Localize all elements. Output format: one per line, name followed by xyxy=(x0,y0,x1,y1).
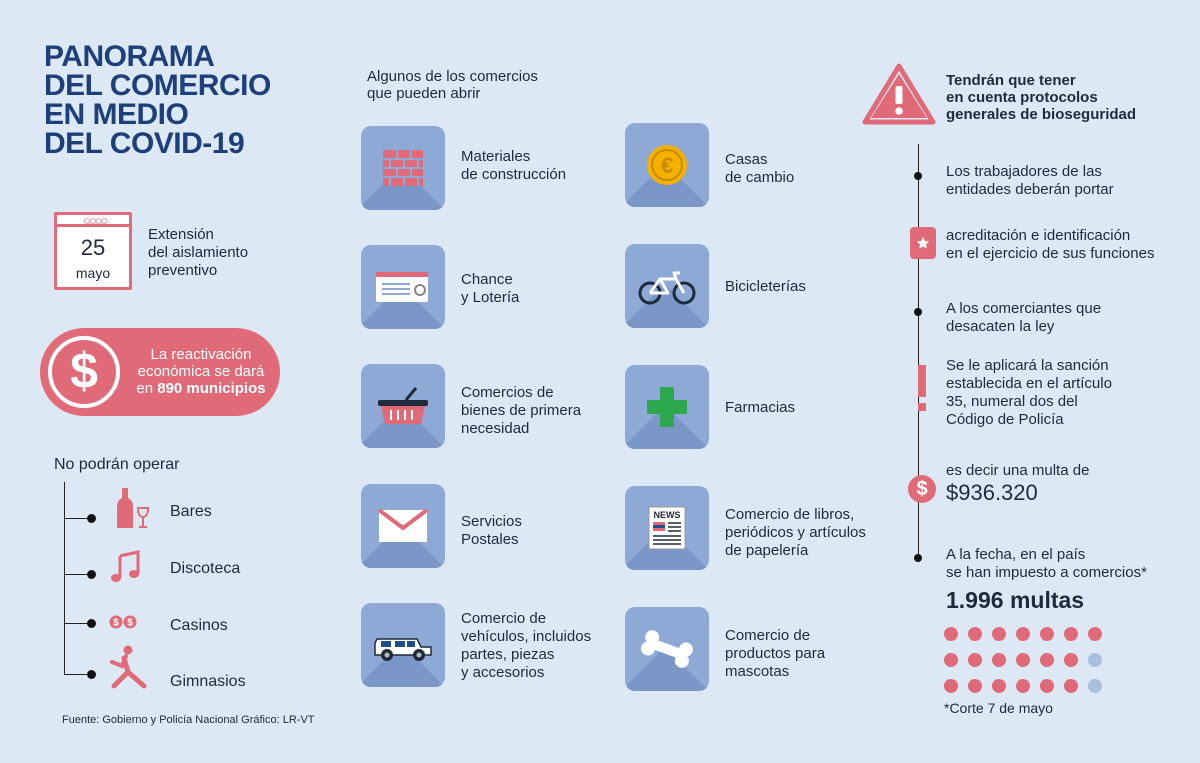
protocol-acreditacion: acreditación e identificación en el ejercicio de sus funciones xyxy=(946,227,1155,262)
wine-bottle-icon xyxy=(112,486,152,535)
multas-dot xyxy=(1040,653,1054,667)
multas-dot xyxy=(968,627,982,641)
label-vehiculos: Comercio de vehículos, incluidos partes, piezas y accesorios xyxy=(461,610,592,681)
no-operar-bares: Bares xyxy=(170,503,212,520)
calendar-rings: ○○○○ xyxy=(83,213,107,228)
dollar-coin-icon: $ xyxy=(48,336,120,408)
lottery-ticket-icon xyxy=(361,245,445,329)
protocol-comerciantes: A los comerciantes que desacaten la ley xyxy=(946,300,1102,335)
calendar-month: mayo xyxy=(75,265,111,281)
timeline-dot xyxy=(914,554,922,562)
timeline-dot xyxy=(87,670,96,679)
tile-materiales xyxy=(361,126,445,210)
protocols-heading: Tendrán que tener en cuenta protocolos generales de bioseguridad xyxy=(946,72,1137,123)
envelope-icon xyxy=(361,484,445,568)
title-line: DEL COVID-19 xyxy=(44,127,245,160)
euro-glyph: € xyxy=(660,153,674,178)
multas-dot xyxy=(968,653,982,667)
multas-dot xyxy=(1016,627,1030,641)
tile-bienes xyxy=(361,364,445,448)
dog-bone-icon xyxy=(625,607,709,691)
no-operar-gimnasios: Gimnasios xyxy=(170,673,246,690)
no-operar-heading: No podrán operar xyxy=(54,456,180,473)
timeline-dot xyxy=(87,570,96,579)
protocol-trabajadores: Los trabajadores de las entidades deberán portar xyxy=(946,163,1114,198)
label-bicicleterias: Bicicleterías xyxy=(725,278,806,295)
warning-icon xyxy=(862,62,936,131)
casino-chips-icon xyxy=(108,614,138,635)
tile-libros xyxy=(625,486,709,570)
source-footer: Fuente: Gobierno y Policía Nacional Gráfico: LR-VT xyxy=(62,714,315,726)
shopping-basket-icon xyxy=(361,364,445,448)
protocol-sancion: Se le aplicará la sanción establecida en el artículo 35, numeral dos del Código de Policía xyxy=(946,357,1112,428)
tile-postales xyxy=(361,484,445,568)
tile-chance xyxy=(361,245,445,329)
label-casas-cambio: Casas de cambio xyxy=(725,151,795,186)
multas-dot xyxy=(1088,627,1102,641)
multas-dot xyxy=(1016,679,1030,693)
timeline-line xyxy=(64,482,65,674)
multas-dot xyxy=(944,627,958,641)
bicycle-icon xyxy=(625,244,709,328)
news-glyph: NEWS xyxy=(653,510,681,520)
tile-vehiculos xyxy=(361,603,445,687)
protocol-fecha: A la fecha, en el país se han impuesto a comercios* xyxy=(946,546,1147,581)
tile-mascotas xyxy=(625,607,709,691)
badge-star-icon xyxy=(910,227,936,259)
no-operar-casinos: Casinos xyxy=(170,617,228,634)
calendar-icon xyxy=(54,212,132,290)
tile-bicicleterias xyxy=(625,244,709,328)
multas-count: 1.996 multas xyxy=(946,587,1085,613)
algunos-heading: Algunos de los comercios que pueden abrir xyxy=(367,68,538,102)
music-note-icon xyxy=(110,550,144,589)
extension-text: Extensión del aislamiento preventivo xyxy=(148,226,249,279)
svg-text:$: $ xyxy=(127,617,133,629)
no-operar-discoteca: Discoteca xyxy=(170,560,241,577)
yoga-pose-icon xyxy=(108,644,152,695)
protocol-multa-text: es decir una multa de xyxy=(946,462,1090,479)
multas-dot xyxy=(1064,653,1078,667)
title-line: PANORAMA xyxy=(44,40,215,73)
reactivation-text: La reactivación económica se dará en 890 municipios xyxy=(136,346,266,397)
title-line: DEL COMERCIO xyxy=(44,69,271,102)
newspaper-icon xyxy=(625,486,709,570)
calendar-day: 25 xyxy=(80,235,106,260)
reactivation-badge xyxy=(40,328,280,416)
dollar-circle-icon: $ xyxy=(908,475,936,503)
page-title xyxy=(44,42,344,158)
label-bienes: Comercios de bienes de primera necesidad xyxy=(461,384,582,437)
multas-dot xyxy=(1040,627,1054,641)
multas-dot xyxy=(944,653,958,667)
svg-text:$: $ xyxy=(113,617,119,629)
multas-dot xyxy=(1088,679,1102,693)
multas-dot xyxy=(944,679,958,693)
label-mascotas: Comercio de productos para mascotas xyxy=(725,627,826,680)
cut-off-note: *Corte 7 de mayo xyxy=(944,700,1053,716)
euro-coin-icon xyxy=(625,123,709,207)
exclamation-icon xyxy=(916,365,928,413)
label-postales: Servicios Postales xyxy=(461,513,522,548)
timeline-dot xyxy=(914,308,922,316)
brick-wall-icon xyxy=(361,126,445,210)
tile-farmacias xyxy=(625,365,709,449)
multas-dot xyxy=(1040,679,1054,693)
multas-dot xyxy=(1016,653,1030,667)
fine-amount: $936.320 xyxy=(946,480,1038,505)
multas-dot xyxy=(968,679,982,693)
title-line: EN MEDIO xyxy=(44,98,189,131)
multas-dot xyxy=(992,679,1006,693)
multas-dot xyxy=(1064,679,1078,693)
multas-dot xyxy=(992,653,1006,667)
label-chance: Chance y Lotería xyxy=(461,271,520,306)
timeline-dot xyxy=(914,172,922,180)
label-libros: Comercio de libros, periódicos y artículos de papelería xyxy=(725,506,866,559)
timeline-dot xyxy=(87,619,96,628)
multas-dot xyxy=(992,627,1006,641)
pharmacy-cross-icon xyxy=(625,365,709,449)
tile-casas-cambio xyxy=(625,123,709,207)
timeline-dot xyxy=(87,514,96,523)
label-materiales: Materiales de construcción xyxy=(461,148,567,183)
multas-dot xyxy=(1064,627,1078,641)
jeep-icon xyxy=(361,603,445,687)
label-farmacias: Farmacias xyxy=(725,399,796,416)
multas-dot xyxy=(1088,653,1102,667)
